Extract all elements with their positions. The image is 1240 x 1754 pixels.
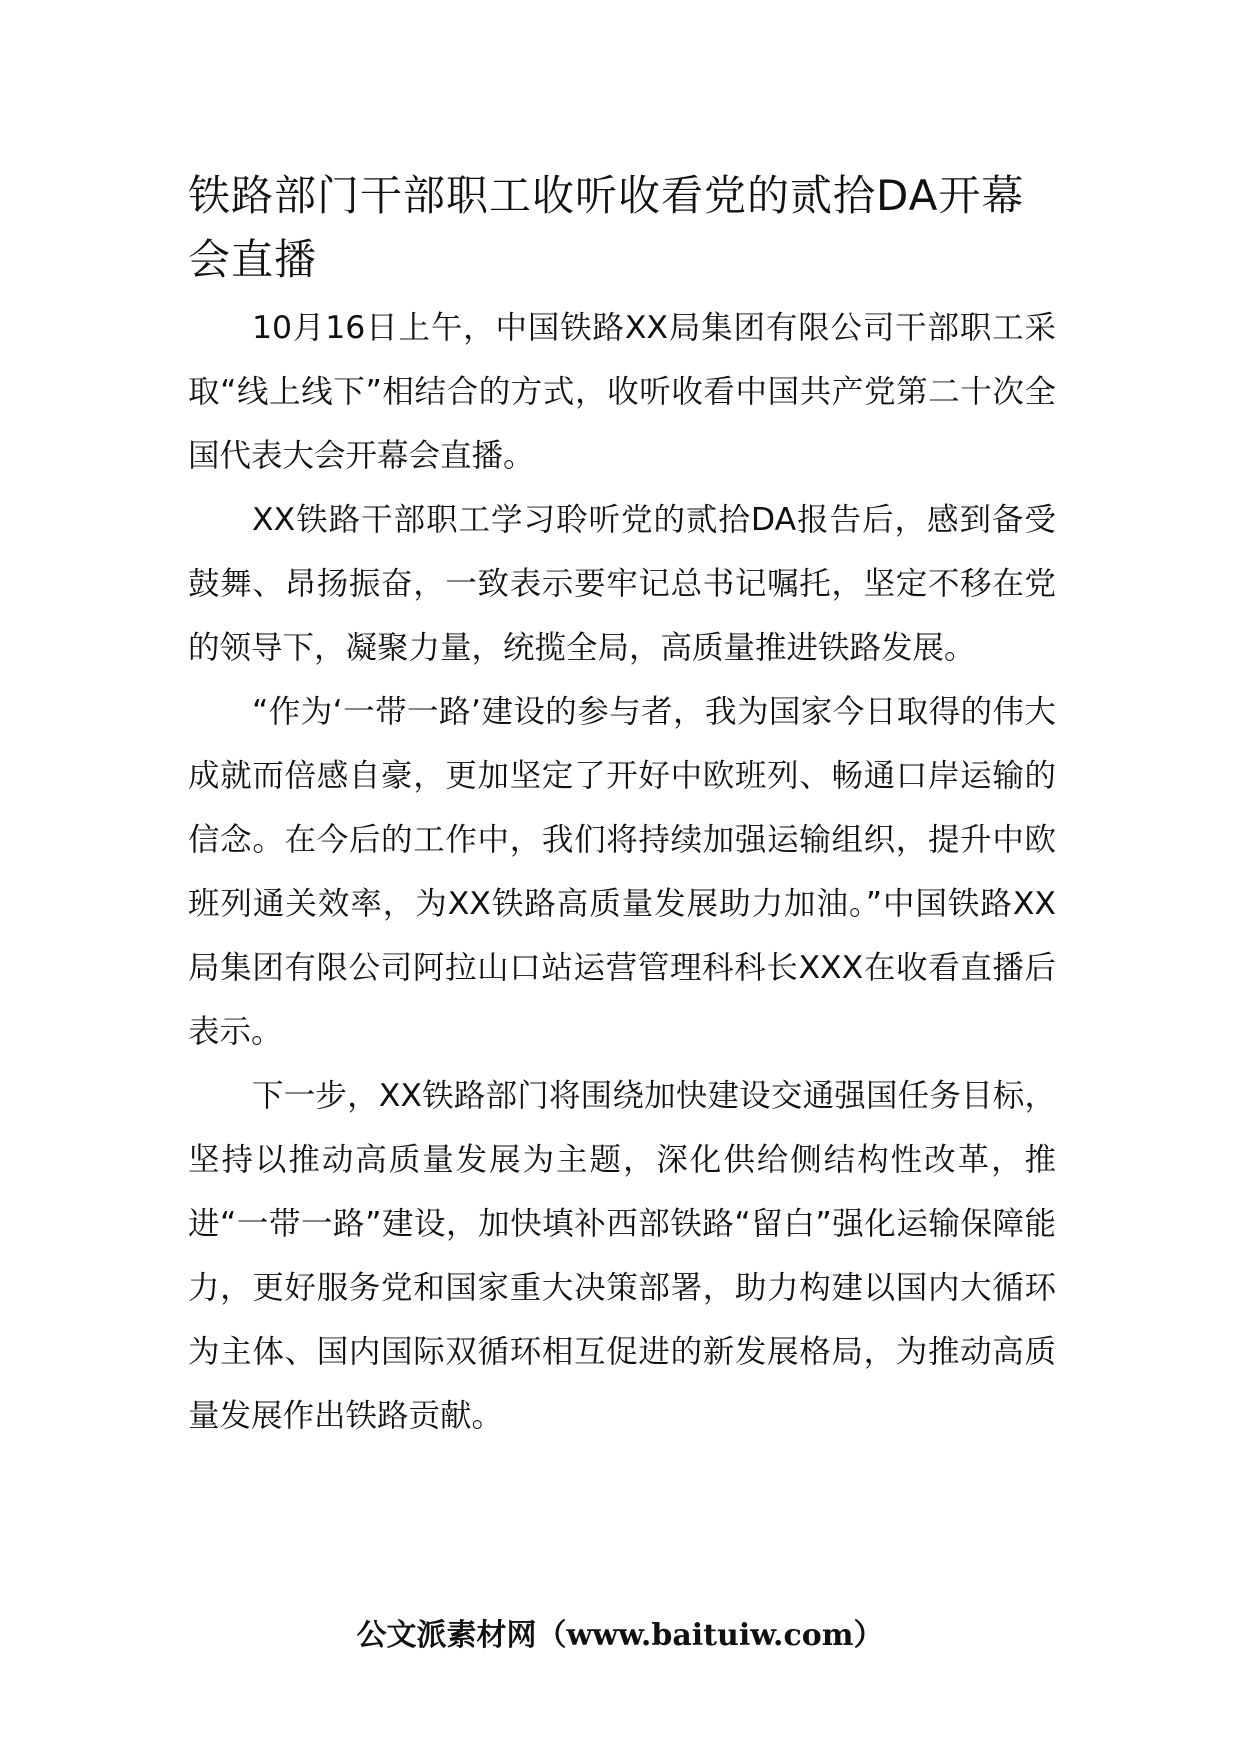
paragraph-2: XX铁路干部职工学习聆听党的贰拾DA报告后，感到备受鼓舞、昂扬振奋，一致表示要牢记总书记嘱托，坚定不移在党的领导下，凝聚力量，统揽全局，高质量推进铁路发展。 <box>188 502 1056 666</box>
document-title: 铁路部门干部职工收听收看党的贰拾DA开幕会直播 <box>188 171 1025 284</box>
paragraph-3: “作为‘一带一路’建设的参与者，我为国家今日取得的伟大成就而倍感自豪，更加坚定了开好中欧班列、畅通口岸运输的信念。在今后的工作中，我们将持续加强运输组织，提升中欧班列通关效率，为XX铁路高质量发展助力加油。”中国铁路XX局集团有限公司阿拉山口站运营管理科科长XXX在收看直播后表示。 <box>188 694 1056 1050</box>
paragraph-1: 10月16日上午，中国铁路XX局集团有限公司干部职工采取“线上线下”相结合的方式，收听收看中国共产党第二十次全国代表大会开幕会直播。 <box>188 310 1056 474</box>
paragraph-4: 下一步，XX铁路部门将围绕加快建设交通强国任务目标，坚持以推动高质量发展为主题，深化供给侧结构性改革，推进“一带一路”建设，加快填补西部铁路“留白”强化运输保障能力，更好服务党和国家重大决策部署，助力构建以国内大循环为主体、国内国际双循环相互促进的新发展格局，为推动高质量发展作出铁路贡献。 <box>188 1078 1056 1434</box>
footer-source-line: 公文派素材网（www.baituiw.com） <box>356 1618 884 1653</box>
document-body <box>188 296 1056 1448</box>
